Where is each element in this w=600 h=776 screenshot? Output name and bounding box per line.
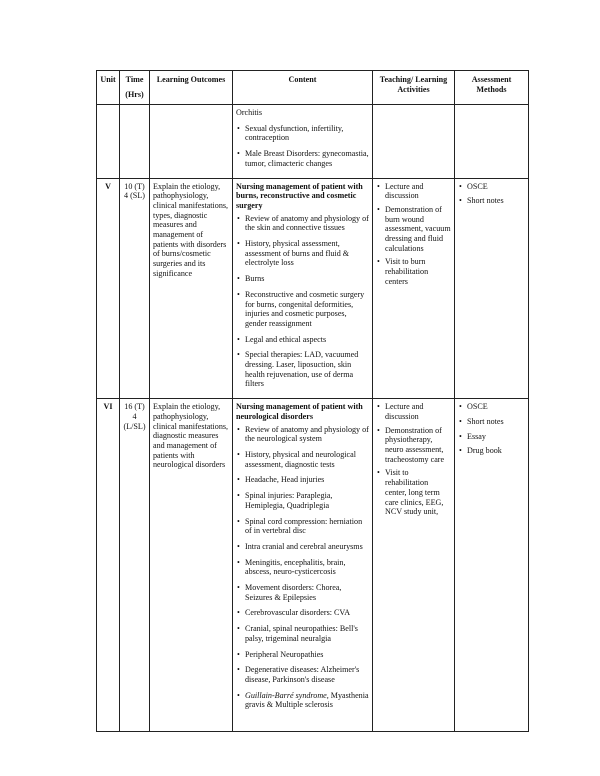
header-time-unit: (Hrs) [125,89,144,99]
assessment-list [458,182,525,206]
time-theory: 16 (T) [124,402,145,412]
cell-assessment [455,399,529,732]
cell-outcomes: Explain the etiology, pathophysiology, clinical manifestations, types, diagnostic measures and management of patients with disorders of burns/cosmetic surgeries and its significance [150,178,233,399]
list-item: • Intra cranial and cerebral aneurysms [236,542,369,552]
list-item: • Movement disorders: Chorea, Seizures & Epilepsies [236,583,369,602]
cell-content [233,105,373,179]
list-item: • History, physical and neurological assessment, diagnostic tests [236,450,369,469]
list-item: Orchitis [236,108,263,117]
topic-title: Nursing management of patient with burns, reconstructive and cosmetic surgery [236,181,363,210]
list-item: • Visit to rehabilitation center, long term care clinics, EEG, NCV study unit, [376,468,451,517]
continuation-row [97,105,529,179]
header-time [120,71,150,105]
list-item: • Review of anatomy and physiology of the neurological system [236,425,369,444]
list-item: • Legal and ethical aspects [236,335,369,345]
cell-teaching [373,178,455,399]
list-item: • Spinal cord compression: herniation of in vertebral disc [236,517,369,536]
cell-time [120,105,150,179]
assessment-list [458,402,525,456]
content-list [236,425,369,710]
header-unit: Unit [97,71,120,105]
list-item: • Spinal injuries: Paraplegia, Hemiplegia, Quadriplegia [236,491,369,510]
cell-assessment [455,178,529,399]
list-item: • Reconstructive and cosmetic surgery for burns, congenital deformities, injuries and cosmetic purposes, gender reassignment [236,290,369,329]
content-list [236,214,369,390]
cell-unit [97,399,120,732]
unit-row-v [97,178,529,399]
list-item: • Meningitis, encephalitis, brain, abscess, neuro-cysticercosis [236,558,369,577]
list-item: • Cranial, spinal neuropathies: Bell's palsy, trigeminal neuralgia [236,624,369,643]
list-item: • Review of anatomy and physiology of the skin and connective tissues [236,214,369,233]
unit-number: VI [103,402,113,412]
header-assessment-methods: Assessment Methods [455,71,529,105]
list-item: • OSCE [458,402,525,412]
list-item: • Short notes [458,417,525,427]
header-row [97,71,529,105]
time-theory: 10 (T) [124,181,145,191]
list-item: • Special therapies: LAD, vacuumed dressing. Laser, liposuction, skin health rejuvenation, use of derma filters [236,350,369,389]
topic-title: Nursing management of patient with neurological disorders [236,402,363,421]
time-self-learning: 4 (SL) [124,191,145,201]
cell-time [120,178,150,399]
cell-teaching [373,399,455,732]
list-item: • OSCE [458,182,525,192]
teaching-list [376,182,451,287]
list-item: • Cerebrovascular disorders: CVA [236,608,369,618]
list-item: • Peripheral Neuropathies [236,650,369,660]
cell-teaching [373,105,455,179]
item-text: Myasthenia gravis & Multiple sclerosis [245,690,369,710]
header-teaching-activities: Teaching/ Learning Activities [373,71,455,105]
list-item: • History, physical assessment, assessment of burns and fluid & electrolyte loss [236,239,369,268]
unit-number: V [105,181,111,191]
unit-row-vi [97,399,529,732]
list-item: • Male Breast Disorders: gynecomastia, tumor, climacteric changes [236,149,369,168]
list-item: • Short notes [458,196,525,206]
list-item: • Essay [458,432,525,442]
time-self-learning: 4 (L/SL) [123,411,146,431]
header-content: Content [233,71,373,105]
cell-outcomes: Explain the etiology, pathophysiology, clinical manifestations, diagnostic measures and management of patients with neurological disorders [150,399,233,732]
cell-content [233,178,373,399]
list-item: • Visit to burn rehabilitation centers [376,257,451,286]
list-item: • Degenerative diseases: Alzheimer's disease, Parkinson's disease [236,665,369,684]
cell-content [233,399,373,732]
list-item: • Demonstration of physiotherapy, neuro assessment, tracheostomy care [376,426,451,465]
header-learning-outcomes: Learning Outcomes [150,71,233,105]
content-list [236,108,369,169]
syllabus-table [96,70,529,732]
list-item: • Burns [236,274,369,284]
list-item: • Demonstration of burn wound assessment, vacuum dressing and fluid calculations [376,205,451,254]
italic-term: Guillain-Barré syndrome, [245,690,329,700]
cell-outcomes [150,105,233,179]
list-item: • Lecture and discussion [376,182,451,201]
list-item: • Sexual dysfunction, infertility, contraception [236,124,369,143]
header-time-label: Time [125,75,144,84]
cell-assessment [455,105,529,179]
list-item: • Lecture and discussion [376,402,451,421]
cell-time [120,399,150,732]
teaching-list [376,402,451,517]
list-item: • Drug book [458,446,525,456]
list-item [236,691,369,710]
list-item: • Headache, Head injuries [236,475,369,485]
cell-unit [97,105,120,179]
cell-unit [97,178,120,399]
